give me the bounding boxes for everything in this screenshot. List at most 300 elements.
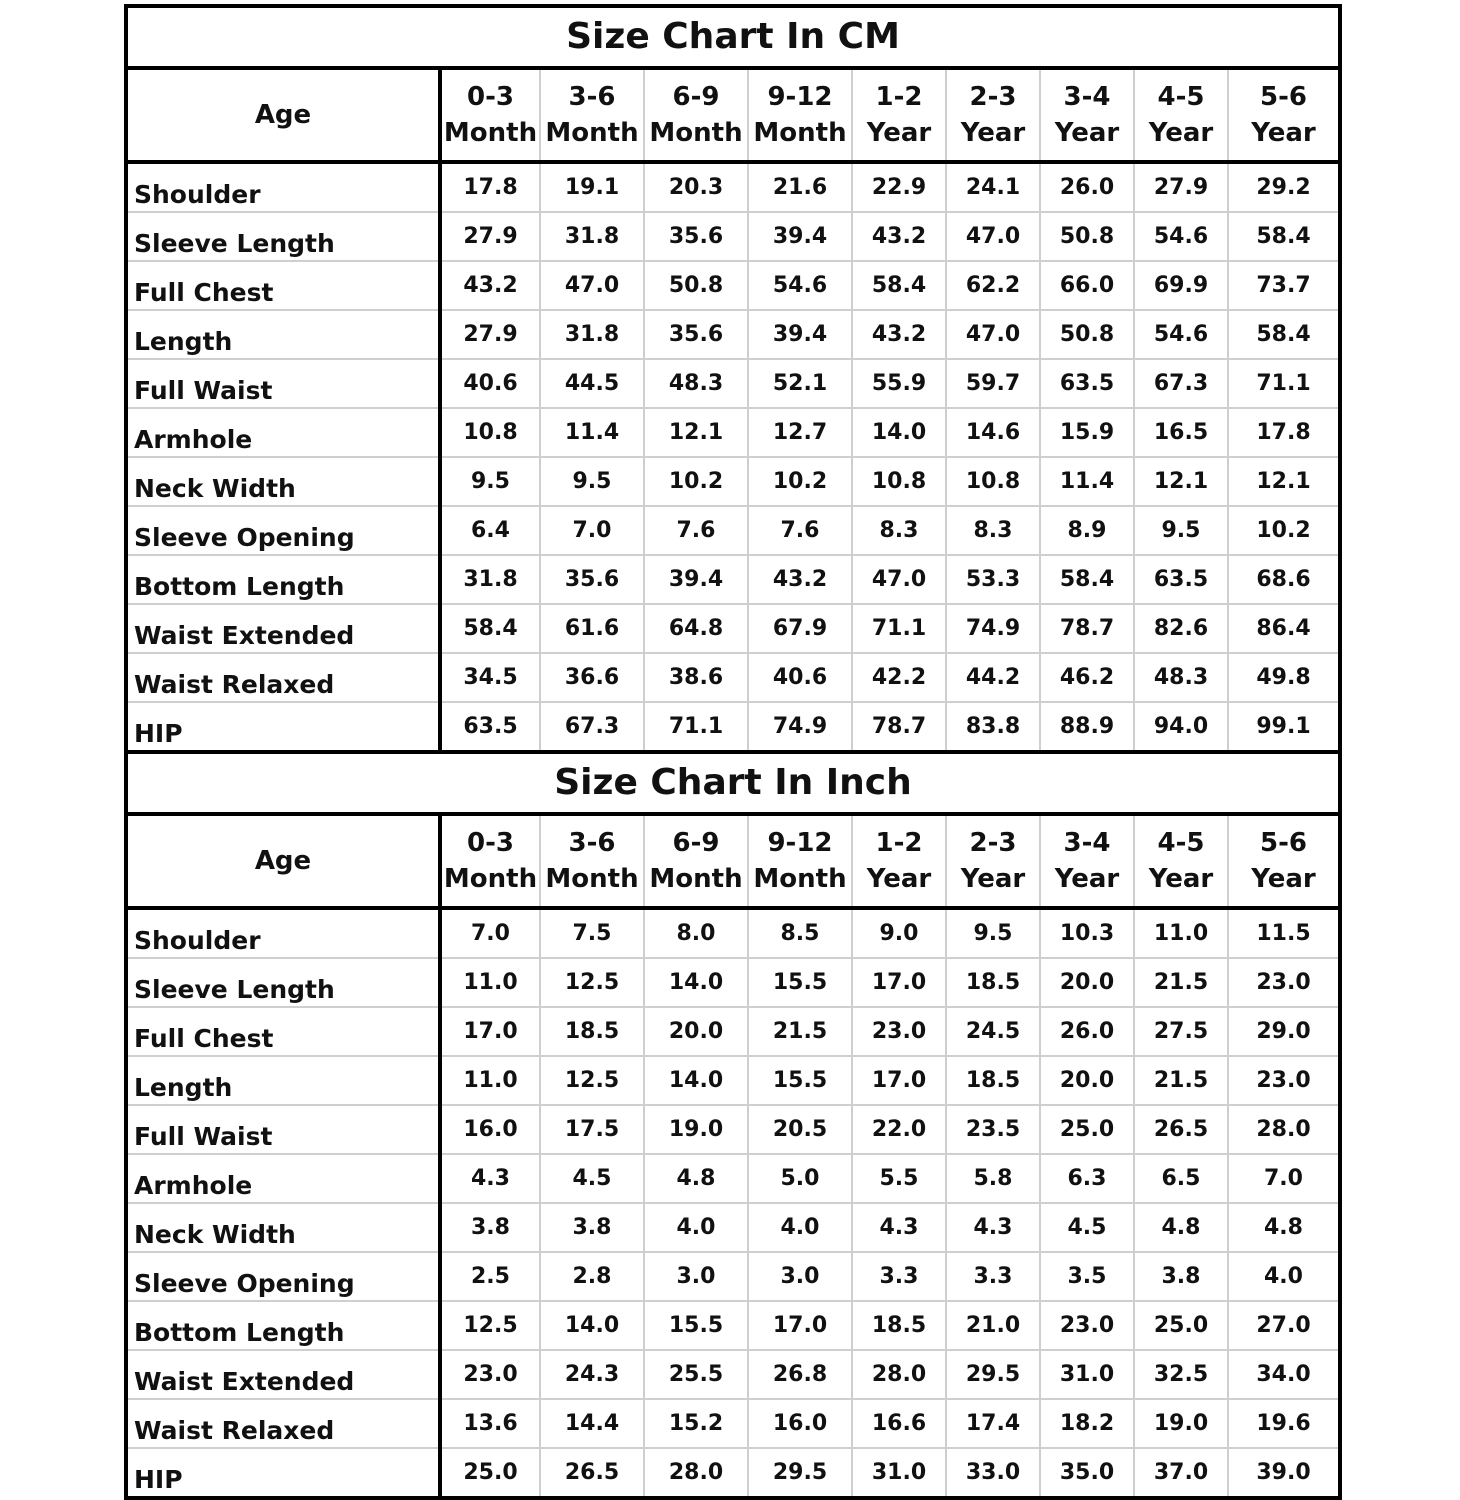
measurement-value: 27.5 [1134, 1007, 1228, 1056]
measurement-value: 74.9 [748, 702, 852, 752]
table-row [126, 1350, 1340, 1399]
age-unit: Month [649, 864, 743, 894]
measurement-value: 6.3 [1040, 1154, 1134, 1203]
measurement-value: 34.5 [440, 653, 540, 702]
measurement-value: 7.6 [748, 506, 852, 555]
measurement-value: 26.0 [1040, 162, 1134, 212]
measurement-value: 23.0 [852, 1007, 946, 1056]
measurement-value: 17.8 [440, 162, 540, 212]
measurement-value: 61.6 [540, 604, 644, 653]
measurement-value: 18.5 [946, 1056, 1040, 1105]
measurement-value: 78.7 [1040, 604, 1134, 653]
measurement-value: 10.8 [946, 457, 1040, 506]
age-column-header [540, 814, 644, 908]
measurement-value: 47.0 [946, 212, 1040, 261]
measurement-value: 19.0 [644, 1105, 748, 1154]
measurement-value: 12.5 [540, 1056, 644, 1105]
age-range: 3-6 [568, 82, 616, 112]
measurement-value: 4.3 [440, 1154, 540, 1203]
measurement-value: 11.0 [1134, 908, 1228, 958]
measurement-value: 35.6 [540, 555, 644, 604]
measurement-value: 58.4 [852, 261, 946, 310]
measurement-value: 67.3 [540, 702, 644, 752]
measurement-value: 17.0 [440, 1007, 540, 1056]
measurement-value: 17.0 [748, 1301, 852, 1350]
measurement-value: 15.9 [1040, 408, 1134, 457]
measurement-value: 8.5 [748, 908, 852, 958]
measurement-value: 47.0 [852, 555, 946, 604]
measurement-value: 22.9 [852, 162, 946, 212]
measurement-value: 62.2 [946, 261, 1040, 310]
age-column-header [644, 814, 748, 908]
measurement-value: 40.6 [440, 359, 540, 408]
age-unit: Year [866, 118, 932, 148]
age-column-header [1040, 814, 1134, 908]
measurement-value: 18.5 [540, 1007, 644, 1056]
measurement-value: 11.4 [1040, 457, 1134, 506]
table-row [126, 261, 1340, 310]
age-column-header [946, 814, 1040, 908]
measurement-value: 3.3 [946, 1252, 1040, 1301]
table-row [126, 1399, 1340, 1448]
age-column-header [1040, 68, 1134, 162]
age-range: 9-12 [767, 828, 833, 858]
age-unit: Year [1054, 864, 1120, 894]
measurement-value: 17.8 [1228, 408, 1340, 457]
measurement-value: 28.0 [1228, 1105, 1340, 1154]
measurement-value: 47.0 [946, 310, 1040, 359]
measurement-value: 12.1 [1228, 457, 1340, 506]
measurement-value: 3.0 [748, 1252, 852, 1301]
measurement-value: 48.3 [644, 359, 748, 408]
measurement-value: 82.6 [1134, 604, 1228, 653]
table-row [126, 604, 1340, 653]
measurement-value: 19.1 [540, 162, 644, 212]
measurement-label: Sleeve Length [126, 212, 440, 261]
measurement-value: 18.5 [946, 958, 1040, 1007]
measurement-value: 37.0 [1134, 1448, 1228, 1498]
measurement-value: 29.2 [1228, 162, 1340, 212]
measurement-label: Shoulder [126, 162, 440, 212]
measurement-label: Sleeve Opening [126, 506, 440, 555]
measurement-value: 32.5 [1134, 1350, 1228, 1399]
measurement-value: 14.0 [540, 1301, 644, 1350]
measurement-value: 25.5 [644, 1350, 748, 1399]
age-range: 3-4 [1063, 828, 1111, 858]
measurement-value: 66.0 [1040, 261, 1134, 310]
table-row [126, 457, 1340, 506]
measurement-value: 25.0 [1134, 1301, 1228, 1350]
measurement-value: 31.0 [1040, 1350, 1134, 1399]
measurement-value: 27.0 [1228, 1301, 1340, 1350]
measurement-value: 35.6 [644, 212, 748, 261]
measurement-value: 2.8 [540, 1252, 644, 1301]
measurement-value: 38.6 [644, 653, 748, 702]
table-row [126, 555, 1340, 604]
measurement-value: 4.8 [644, 1154, 748, 1203]
measurement-value: 24.1 [946, 162, 1040, 212]
measurement-value: 27.9 [1134, 162, 1228, 212]
measurement-value: 12.7 [748, 408, 852, 457]
measurement-value: 23.0 [1228, 958, 1340, 1007]
measurement-value: 3.3 [852, 1252, 946, 1301]
measurement-value: 20.0 [1040, 1056, 1134, 1105]
measurement-value: 6.5 [1134, 1154, 1228, 1203]
measurement-value: 17.4 [946, 1399, 1040, 1448]
measurement-value: 47.0 [540, 261, 644, 310]
measurement-value: 11.5 [1228, 908, 1340, 958]
measurement-value: 4.5 [540, 1154, 644, 1203]
measurement-value: 26.5 [540, 1448, 644, 1498]
measurement-value: 24.3 [540, 1350, 644, 1399]
measurement-value: 19.6 [1228, 1399, 1340, 1448]
measurement-label: Full Waist [126, 1105, 440, 1154]
age-range: 2-3 [969, 82, 1017, 112]
table-row [126, 506, 1340, 555]
measurement-value: 59.7 [946, 359, 1040, 408]
chart-title-row [126, 6, 1340, 68]
measurement-value: 53.3 [946, 555, 1040, 604]
measurement-value: 58.4 [440, 604, 540, 653]
measurement-value: 14.4 [540, 1399, 644, 1448]
measurement-value: 54.6 [748, 261, 852, 310]
table-row [126, 1301, 1340, 1350]
measurement-value: 9.5 [540, 457, 644, 506]
measurement-value: 68.6 [1228, 555, 1340, 604]
age-range: 0-3 [467, 828, 514, 858]
measurement-value: 10.2 [748, 457, 852, 506]
measurement-value: 4.5 [1040, 1203, 1134, 1252]
measurement-value: 43.2 [852, 310, 946, 359]
measurement-value: 50.8 [644, 261, 748, 310]
age-range: 5-6 [1260, 828, 1307, 858]
age-column-header [440, 68, 540, 162]
measurement-value: 18.5 [852, 1301, 946, 1350]
measurement-value: 21.0 [946, 1301, 1040, 1350]
measurement-value: 86.4 [1228, 604, 1340, 653]
age-range: 1-2 [875, 828, 923, 858]
measurement-value: 12.5 [440, 1301, 540, 1350]
measurement-value: 28.0 [852, 1350, 946, 1399]
measurement-value: 9.5 [946, 908, 1040, 958]
chart-title: Size Chart In CM [126, 6, 1340, 68]
age-column-header [1228, 814, 1340, 908]
measurement-label: Waist Extended [126, 604, 440, 653]
measurement-label: Full Chest [126, 261, 440, 310]
measurement-value: 71.1 [644, 702, 748, 752]
measurement-value: 14.6 [946, 408, 1040, 457]
age-column-header [1134, 814, 1228, 908]
measurement-value: 20.0 [644, 1007, 748, 1056]
measurement-value: 23.5 [946, 1105, 1040, 1154]
measurement-value: 73.7 [1228, 261, 1340, 310]
age-range: 1-2 [875, 82, 923, 112]
measurement-value: 39.0 [1228, 1448, 1340, 1498]
measurement-label: Bottom Length [126, 1301, 440, 1350]
measurement-value: 4.8 [1134, 1203, 1228, 1252]
table-row [126, 1448, 1340, 1498]
measurement-value: 7.0 [440, 908, 540, 958]
measurement-value: 55.9 [852, 359, 946, 408]
table-row [126, 702, 1340, 752]
measurement-value: 31.8 [540, 212, 644, 261]
table-row [126, 958, 1340, 1007]
measurement-value: 42.2 [852, 653, 946, 702]
measurement-value: 17.0 [852, 958, 946, 1007]
measurement-value: 26.8 [748, 1350, 852, 1399]
measurement-value: 12.5 [540, 958, 644, 1007]
measurement-value: 94.0 [1134, 702, 1228, 752]
measurement-value: 7.0 [1228, 1154, 1340, 1203]
age-range: 9-12 [767, 82, 833, 112]
measurement-value: 46.2 [1040, 653, 1134, 702]
measurement-value: 10.8 [440, 408, 540, 457]
measurement-value: 35.6 [644, 310, 748, 359]
measurement-value: 54.6 [1134, 310, 1228, 359]
table-row [126, 1154, 1340, 1203]
measurement-value: 8.0 [644, 908, 748, 958]
age-range: 4-5 [1157, 82, 1205, 112]
measurement-value: 7.5 [540, 908, 644, 958]
measurement-label: Armhole [126, 1154, 440, 1203]
measurement-value: 99.1 [1228, 702, 1340, 752]
measurement-value: 35.0 [1040, 1448, 1134, 1498]
age-column-header [540, 68, 644, 162]
measurement-value: 63.5 [1134, 555, 1228, 604]
measurement-value: 64.8 [644, 604, 748, 653]
measurement-value: 48.3 [1134, 653, 1228, 702]
measurement-value: 34.0 [1228, 1350, 1340, 1399]
measurement-value: 49.8 [1228, 653, 1340, 702]
age-header: Age [126, 814, 440, 908]
measurement-value: 4.0 [1228, 1252, 1340, 1301]
age-unit: Year [960, 864, 1026, 894]
age-column-header [1134, 68, 1228, 162]
measurement-value: 23.0 [440, 1350, 540, 1399]
age-unit: Year [1148, 118, 1214, 148]
measurement-value: 67.3 [1134, 359, 1228, 408]
measurement-value: 43.2 [852, 212, 946, 261]
measurement-value: 36.6 [540, 653, 644, 702]
measurement-value: 39.4 [748, 212, 852, 261]
measurement-value: 16.0 [748, 1399, 852, 1448]
age-unit: Month [443, 864, 538, 894]
age-unit: Year [1148, 864, 1214, 894]
measurement-value: 10.8 [852, 457, 946, 506]
measurement-value: 11.0 [440, 958, 540, 1007]
age-unit: Month [753, 864, 847, 894]
measurement-value: 63.5 [440, 702, 540, 752]
measurement-value: 4.3 [946, 1203, 1040, 1252]
age-column-header [946, 68, 1040, 162]
measurement-value: 27.9 [440, 212, 540, 261]
measurement-value: 9.0 [852, 908, 946, 958]
measurement-value: 40.6 [748, 653, 852, 702]
measurement-value: 3.0 [644, 1252, 748, 1301]
measurement-value: 28.0 [644, 1448, 748, 1498]
measurement-value: 8.3 [946, 506, 1040, 555]
measurement-label: Full Waist [126, 359, 440, 408]
measurement-value: 12.1 [644, 408, 748, 457]
measurement-value: 21.5 [748, 1007, 852, 1056]
measurement-value: 14.0 [852, 408, 946, 457]
measurement-label: Waist Extended [126, 1350, 440, 1399]
measurement-value: 13.6 [440, 1399, 540, 1448]
measurement-value: 25.0 [440, 1448, 540, 1498]
measurement-value: 4.3 [852, 1203, 946, 1252]
measurement-value: 4.0 [644, 1203, 748, 1252]
age-range: 0-3 [467, 82, 514, 112]
measurement-value: 14.0 [644, 958, 748, 1007]
age-column-header [852, 814, 946, 908]
measurement-value: 7.0 [540, 506, 644, 555]
measurement-value: 50.8 [1040, 310, 1134, 359]
measurement-value: 44.2 [946, 653, 1040, 702]
chart-title: Size Chart In Inch [126, 752, 1340, 814]
table-row [126, 1105, 1340, 1154]
age-unit: Year [1054, 118, 1120, 148]
measurement-value: 3.8 [440, 1203, 540, 1252]
measurement-value: 67.9 [748, 604, 852, 653]
age-range: 2-3 [969, 828, 1017, 858]
measurement-value: 20.5 [748, 1105, 852, 1154]
measurement-value: 69.9 [1134, 261, 1228, 310]
age-unit: Month [545, 864, 639, 894]
age-column-header [1228, 68, 1340, 162]
measurement-value: 19.0 [1134, 1399, 1228, 1448]
age-range: 6-9 [672, 828, 720, 858]
measurement-value: 16.6 [852, 1399, 946, 1448]
age-unit: Month [545, 118, 639, 148]
measurement-value: 58.4 [1040, 555, 1134, 604]
measurement-label: Waist Relaxed [126, 653, 440, 702]
measurement-label: Full Chest [126, 1007, 440, 1056]
measurement-value: 3.5 [1040, 1252, 1134, 1301]
measurement-value: 17.0 [852, 1056, 946, 1105]
age-range: 6-9 [672, 82, 720, 112]
measurement-value: 29.0 [1228, 1007, 1340, 1056]
measurement-value: 20.3 [644, 162, 748, 212]
age-column-header [440, 814, 540, 908]
table-row [126, 908, 1340, 958]
measurement-value: 16.0 [440, 1105, 540, 1154]
age-column-header [852, 68, 946, 162]
measurement-label: Bottom Length [126, 555, 440, 604]
table-row [126, 1252, 1340, 1301]
measurement-value: 7.6 [644, 506, 748, 555]
measurement-value: 16.5 [1134, 408, 1228, 457]
table-row [126, 1203, 1340, 1252]
measurement-value: 29.5 [946, 1350, 1040, 1399]
measurement-value: 44.5 [540, 359, 644, 408]
age-unit: Month [753, 118, 847, 148]
measurement-value: 3.8 [540, 1203, 644, 1252]
measurement-value: 21.6 [748, 162, 852, 212]
age-unit: Year [960, 118, 1026, 148]
measurement-value: 5.8 [946, 1154, 1040, 1203]
measurement-value: 20.0 [1040, 958, 1134, 1007]
measurement-label: Sleeve Opening [126, 1252, 440, 1301]
measurement-label: HIP [126, 1448, 440, 1498]
age-column-header [644, 68, 748, 162]
table-row [126, 408, 1340, 457]
measurement-value: 22.0 [852, 1105, 946, 1154]
measurement-value: 10.2 [1228, 506, 1340, 555]
table-row [126, 310, 1340, 359]
measurement-value: 29.5 [748, 1448, 852, 1498]
measurement-value: 43.2 [440, 261, 540, 310]
measurement-label: Sleeve Length [126, 958, 440, 1007]
header-row [126, 68, 1340, 162]
measurement-value: 39.4 [644, 555, 748, 604]
measurement-value: 39.4 [748, 310, 852, 359]
measurement-value: 14.0 [644, 1056, 748, 1105]
measurement-value: 21.5 [1134, 958, 1228, 1007]
chart-title-row [126, 752, 1340, 814]
measurement-label: Armhole [126, 408, 440, 457]
measurement-value: 27.9 [440, 310, 540, 359]
measurement-value: 23.0 [1040, 1301, 1134, 1350]
measurement-value: 10.2 [644, 457, 748, 506]
measurement-value: 43.2 [748, 555, 852, 604]
measurement-value: 58.4 [1228, 212, 1340, 261]
measurement-value: 31.0 [852, 1448, 946, 1498]
age-header: Age [126, 68, 440, 162]
measurement-value: 54.6 [1134, 212, 1228, 261]
measurement-value: 26.0 [1040, 1007, 1134, 1056]
measurement-value: 31.8 [540, 310, 644, 359]
age-column-header [748, 814, 852, 908]
measurement-value: 9.5 [440, 457, 540, 506]
measurement-value: 6.4 [440, 506, 540, 555]
measurement-value: 5.0 [748, 1154, 852, 1203]
measurement-value: 15.5 [748, 1056, 852, 1105]
measurement-value: 71.1 [1228, 359, 1340, 408]
measurement-value: 15.5 [748, 958, 852, 1007]
table-row [126, 359, 1340, 408]
measurement-value: 12.1 [1134, 457, 1228, 506]
measurement-label: Shoulder [126, 908, 440, 958]
measurement-label: Length [126, 310, 440, 359]
measurement-value: 50.8 [1040, 212, 1134, 261]
table-row [126, 162, 1340, 212]
measurement-value: 63.5 [1040, 359, 1134, 408]
measurement-value: 3.8 [1134, 1252, 1228, 1301]
measurement-value: 26.5 [1134, 1105, 1228, 1154]
measurement-value: 5.5 [852, 1154, 946, 1203]
measurement-value: 52.1 [748, 359, 852, 408]
table-row [126, 653, 1340, 702]
measurement-value: 71.1 [852, 604, 946, 653]
measurement-value: 58.4 [1228, 310, 1340, 359]
measurement-value: 2.5 [440, 1252, 540, 1301]
measurement-value: 8.3 [852, 506, 946, 555]
age-unit: Month [443, 118, 538, 148]
measurement-value: 23.0 [1228, 1056, 1340, 1105]
measurement-value: 21.5 [1134, 1056, 1228, 1105]
measurement-value: 15.5 [644, 1301, 748, 1350]
measurement-label: Neck Width [126, 1203, 440, 1252]
measurement-label: Neck Width [126, 457, 440, 506]
age-range: 3-4 [1063, 82, 1111, 112]
table-row [126, 1056, 1340, 1105]
measurement-label: HIP [126, 702, 440, 752]
age-column-header [748, 68, 852, 162]
measurement-value: 83.8 [946, 702, 1040, 752]
table-row [126, 1007, 1340, 1056]
age-unit: Year [1251, 864, 1316, 894]
measurement-value: 25.0 [1040, 1105, 1134, 1154]
